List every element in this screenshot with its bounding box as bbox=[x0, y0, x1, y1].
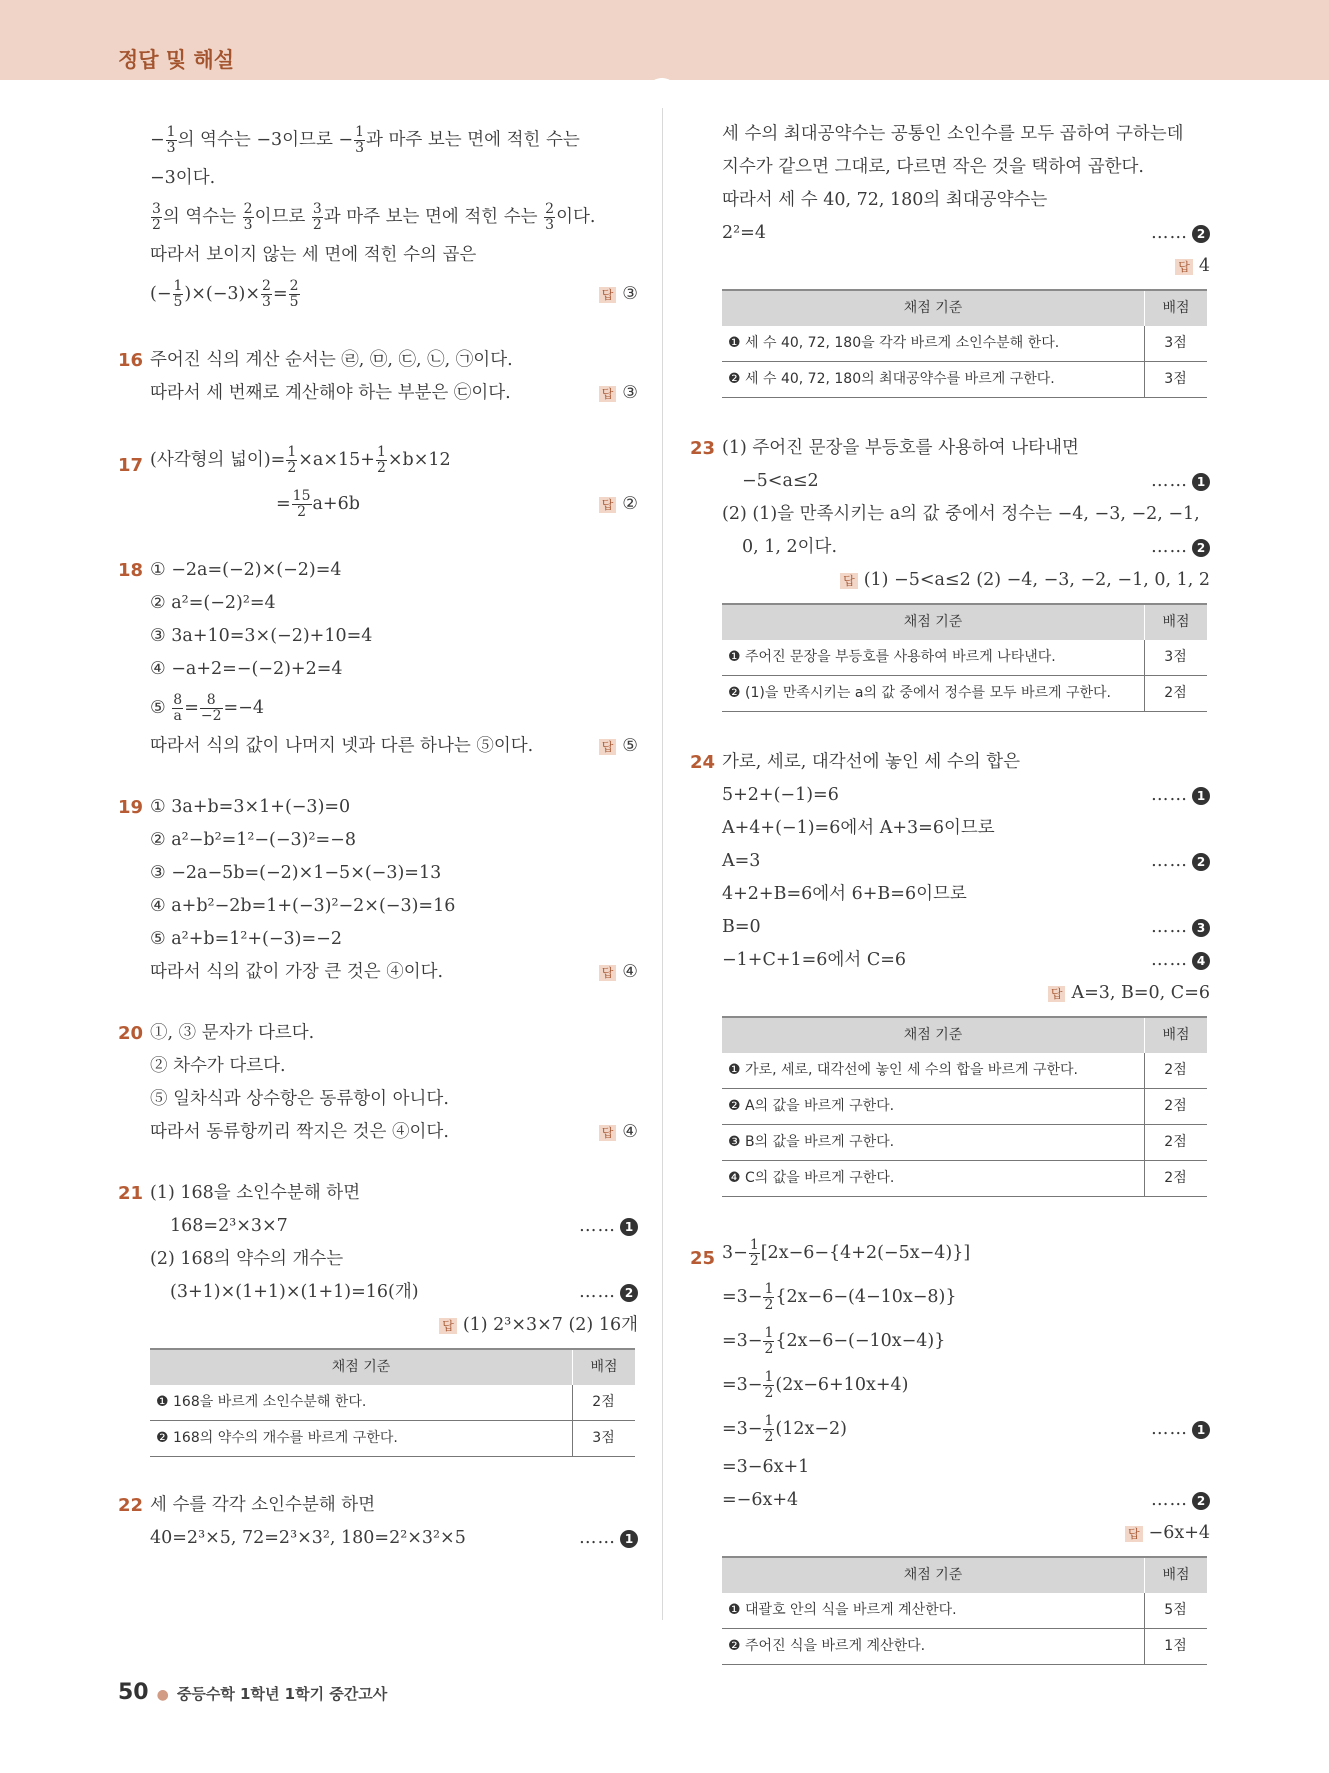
answer: 답 ② bbox=[599, 482, 638, 526]
problem-22-continued: 세 수의 최대공약수는 공통인 소인수를 모두 곱하여 구하는데 지수가 같으면 그대로, 다르면 작은 것을 택하여 곱한다. 따라서 세 수 40, 72, 180의 최대공약수는 2²=4 …… 2 답 4 채점 기준 배점 ❶ 세 수 40, 72, 180을 각각 바르게 소인수분해 한다. 3점 ❷ 세 수 40, 72, 180의 최대공약수를 바르게 구한다. 3점 bbox=[690, 118, 1210, 398]
answer: 답 ④ bbox=[599, 1116, 638, 1149]
step-mark: …… 2 bbox=[1151, 845, 1210, 878]
problem-18: 18 ① −2a=(−2)×(−2)=4 ② a²=(−2)²=4 ③ 3a+10=3×(−2)+10=4 ④ −a+2=−(−2)+2=4 ⑤ $\frac{8}{a}$ = $\frac{8}{-2}$ =−4 따라서 식의 값이 나머지 넷과 다른 하나는 ⑤이다. 답 ⑤ bbox=[118, 554, 638, 763]
step-mark: …… 1 bbox=[579, 1210, 638, 1243]
answer: 답 ⑤ bbox=[599, 730, 638, 763]
grading-table: 채점 기준 배점 ❶ 대괄호 안의 식을 바르게 계산한다. 5점 ❷ 주어진 식을 바르게 계산한다. 1점 bbox=[722, 1556, 1207, 1665]
answer: 답 ④ bbox=[599, 956, 638, 989]
step-mark: …… 3 bbox=[1151, 911, 1210, 944]
step-mark: …… 1 bbox=[579, 1522, 638, 1555]
step-mark: …… 1 bbox=[1151, 465, 1210, 498]
page-footer bbox=[118, 1680, 387, 1705]
problem-17: 17 (사각형의 넓이)= $\frac{1}{2}$ ×a×15+ $\frac{1}{2}$ ×b×12 = $\frac{15}{2}$ a+6b 답 ② bbox=[118, 438, 638, 526]
step-mark: …… 2 bbox=[579, 1276, 638, 1309]
right-column bbox=[690, 118, 1210, 1693]
answer: 답 A=3, B=0, C=6 bbox=[1048, 977, 1210, 1010]
problem-16: 16 주어진 식의 계산 순서는 ㉣, ㉤, ㉢, ㉡, ㉠이다. 따라서 세 번째로 계산해야 하는 부분은 ㉢이다. 답 ③ bbox=[118, 344, 638, 410]
step-mark: …… 2 bbox=[1151, 531, 1210, 564]
step-mark: …… 1 bbox=[1151, 1407, 1210, 1451]
problem-21: 21 (1) 168을 소인수분해 하면 168=2³×3×7 …… 1 (2) 168의 약수의 개수는 (3+1)×(1+1)×(1+1)=16(개) …… 2 답 (1) 2³×3×7 (2) 16개 채점 기준 배점 ❶ 168을 바르게 소인수분해 한다. 2점 ❷ 168의 약수의 개수를 바르게 구한다. 3점 bbox=[118, 1177, 638, 1457]
problem-23: 23 (1) 주어진 문장을 부등호를 사용하여 나타내면 −5<a≤2 …… 1 (2) (1)을 만족시키는 a의 값 중에서 정수는 −4, −3, −2, −1, 0, 1, 2이다. …… 2 답 (1) −5<a≤2 (2) −4, −3, −2, −1, 0, 1, 2 채점 기준 배점 ❶ 주어진 문장을 부등호를 사용하여 바르게 나타낸다. 3점 ❷ (1)을 만족시키는 a의 값 중에서 정수를 모두 바르게 구한다. 2점 bbox=[690, 432, 1210, 712]
problem-25: 25 3− $\frac{1}{2}$ [2x−6−{4+2(−5x−4)}] =3− $\frac{1}{2}$ {2x−6−(4−10x−8)} =3− $\frac{1}{2}$ {2x−6−(−10x−4)} =3− $\frac{1}{2}$ (2x−6+10x+4) =3− $\frac{1}{2}$ (12x−2) …… 1 =3−6x+1 =−6x+4 …… 2 답 −6x+4 채점 기준 배점 ❶ 대괄호 안의 식을 바르게 계산한다. 5점 ❷ 주어진 식을 바르게 계산한다. 1점 bbox=[690, 1231, 1210, 1665]
step-mark: …… 1 bbox=[1151, 779, 1210, 812]
grading-table: 채점 기준 배점 ❶ 주어진 문장을 부등호를 사용하여 바르게 나타낸다. 3점 ❷ (1)을 만족시키는 a의 값 중에서 정수를 모두 바르게 구한다. 2점 bbox=[722, 603, 1207, 712]
step-mark: …… 2 bbox=[1151, 1484, 1210, 1517]
problem-24: 24 가로, 세로, 대각선에 놓인 세 수의 합은 5+2+(−1)=6 …… 1 A+4+(−1)=6에서 A+3=6이므로 A=3 …… 2 4+2+B=6에서 6+B=6이므로 B=0 …… 3 −1+C+1=6에서 C=6 …… 4 답 A=3, B=0, C=6 채점 기준 배점 ❶ 가로, 세로, 대각선에 놓인 세 수의 합을 바르게 구한다. 2점 ❷ A의 값을 바르게 구한다. 2점 ❸ B의 값을 바르게 구한다. 2점 ❹ C의 값을 바르게 구한다. 2점 bbox=[690, 746, 1210, 1197]
answer: 답 −6x+4 bbox=[1125, 1517, 1210, 1550]
problem-22: 22 세 수를 각각 소인수분해 하면 40=2³×5, 72=2³×3², 180=2²×3²×5 …… 1 bbox=[118, 1489, 638, 1555]
page-number: 50 bbox=[118, 1680, 149, 1705]
answer: 답 ③ bbox=[599, 272, 638, 316]
answer: 답 4 bbox=[1175, 250, 1210, 283]
problem-15-continued: − $\frac{1}{3}$ 의 역수는 −3이므로 − $\frac{1}{3}$ 과 마주 보는 면에 적힌 수는 −3이다. $\frac{3}{2}$ 의 역수는 $\frac{2}{3}$ 이므로 $\frac{3}{2}$ 과 마주 보는 면에 적힌 수는 $\frac{2}{3}$ 이다. 따라서 보이지 않는 세 면에 적힌 수의 곱은 (− $\frac{1}{5}$ )×(−3)× $\frac{2}{3}$ = $\frac{2}{5}$ 답 ③ bbox=[118, 118, 638, 316]
section-title: 정답 및 해설 bbox=[118, 47, 235, 72]
book-title: 중등수학 1학년 1학기 중간고사 bbox=[176, 1685, 388, 1703]
grading-table: 채점 기준 배점 ❶ 168을 바르게 소인수분해 한다. 2점 ❷ 168의 약수의 개수를 바르게 구한다. 3점 bbox=[150, 1348, 635, 1457]
answer: 답 (1) 2³×3×7 (2) 16개 bbox=[439, 1309, 638, 1342]
answer: 답 ③ bbox=[599, 377, 638, 410]
header-band bbox=[0, 0, 1329, 80]
left-column bbox=[118, 118, 638, 1583]
grading-table: 채점 기준 배점 ❶ 가로, 세로, 대각선에 놓인 세 수의 합을 바르게 구한다. 2점 ❷ A의 값을 바르게 구한다. 2점 ❸ B의 값을 바르게 구한다. 2점 ❹ C의 값을 바르게 구한다. 2점 bbox=[722, 1016, 1207, 1197]
answer: 답 (1) −5<a≤2 (2) −4, −3, −2, −1, 0, 1, 2 bbox=[840, 564, 1210, 597]
step-mark: …… 4 bbox=[1151, 944, 1210, 977]
problem-19: 19 ① 3a+b=3×1+(−3)=0 ② a²−b²=1²−(−3)²=−8 ③ −2a−5b=(−2)×1−5×(−3)=13 ④ a+b²−2b=1+(−3)²−2×(−3)=16 ⑤ a²+b=1²+(−3)=−2 따라서 식의 값이 가장 큰 것은 ④이다. 답 ④ bbox=[118, 791, 638, 989]
page-fold bbox=[662, 80, 663, 1620]
step-mark: …… 2 bbox=[1151, 217, 1210, 250]
problem-20: 20 ①, ③ 문자가 다르다. ② 차수가 다르다. ⑤ 일차식과 상수항은 동류항이 아니다. 따라서 동류항끼리 짝지은 것은 ④이다. 답 ④ bbox=[118, 1017, 638, 1149]
bullet-icon: ● bbox=[156, 1687, 169, 1703]
grading-table: 채점 기준 배점 ❶ 세 수 40, 72, 180을 각각 바르게 소인수분해 한다. 3점 ❷ 세 수 40, 72, 180의 최대공약수를 바르게 구한다. 3점 bbox=[722, 289, 1207, 398]
